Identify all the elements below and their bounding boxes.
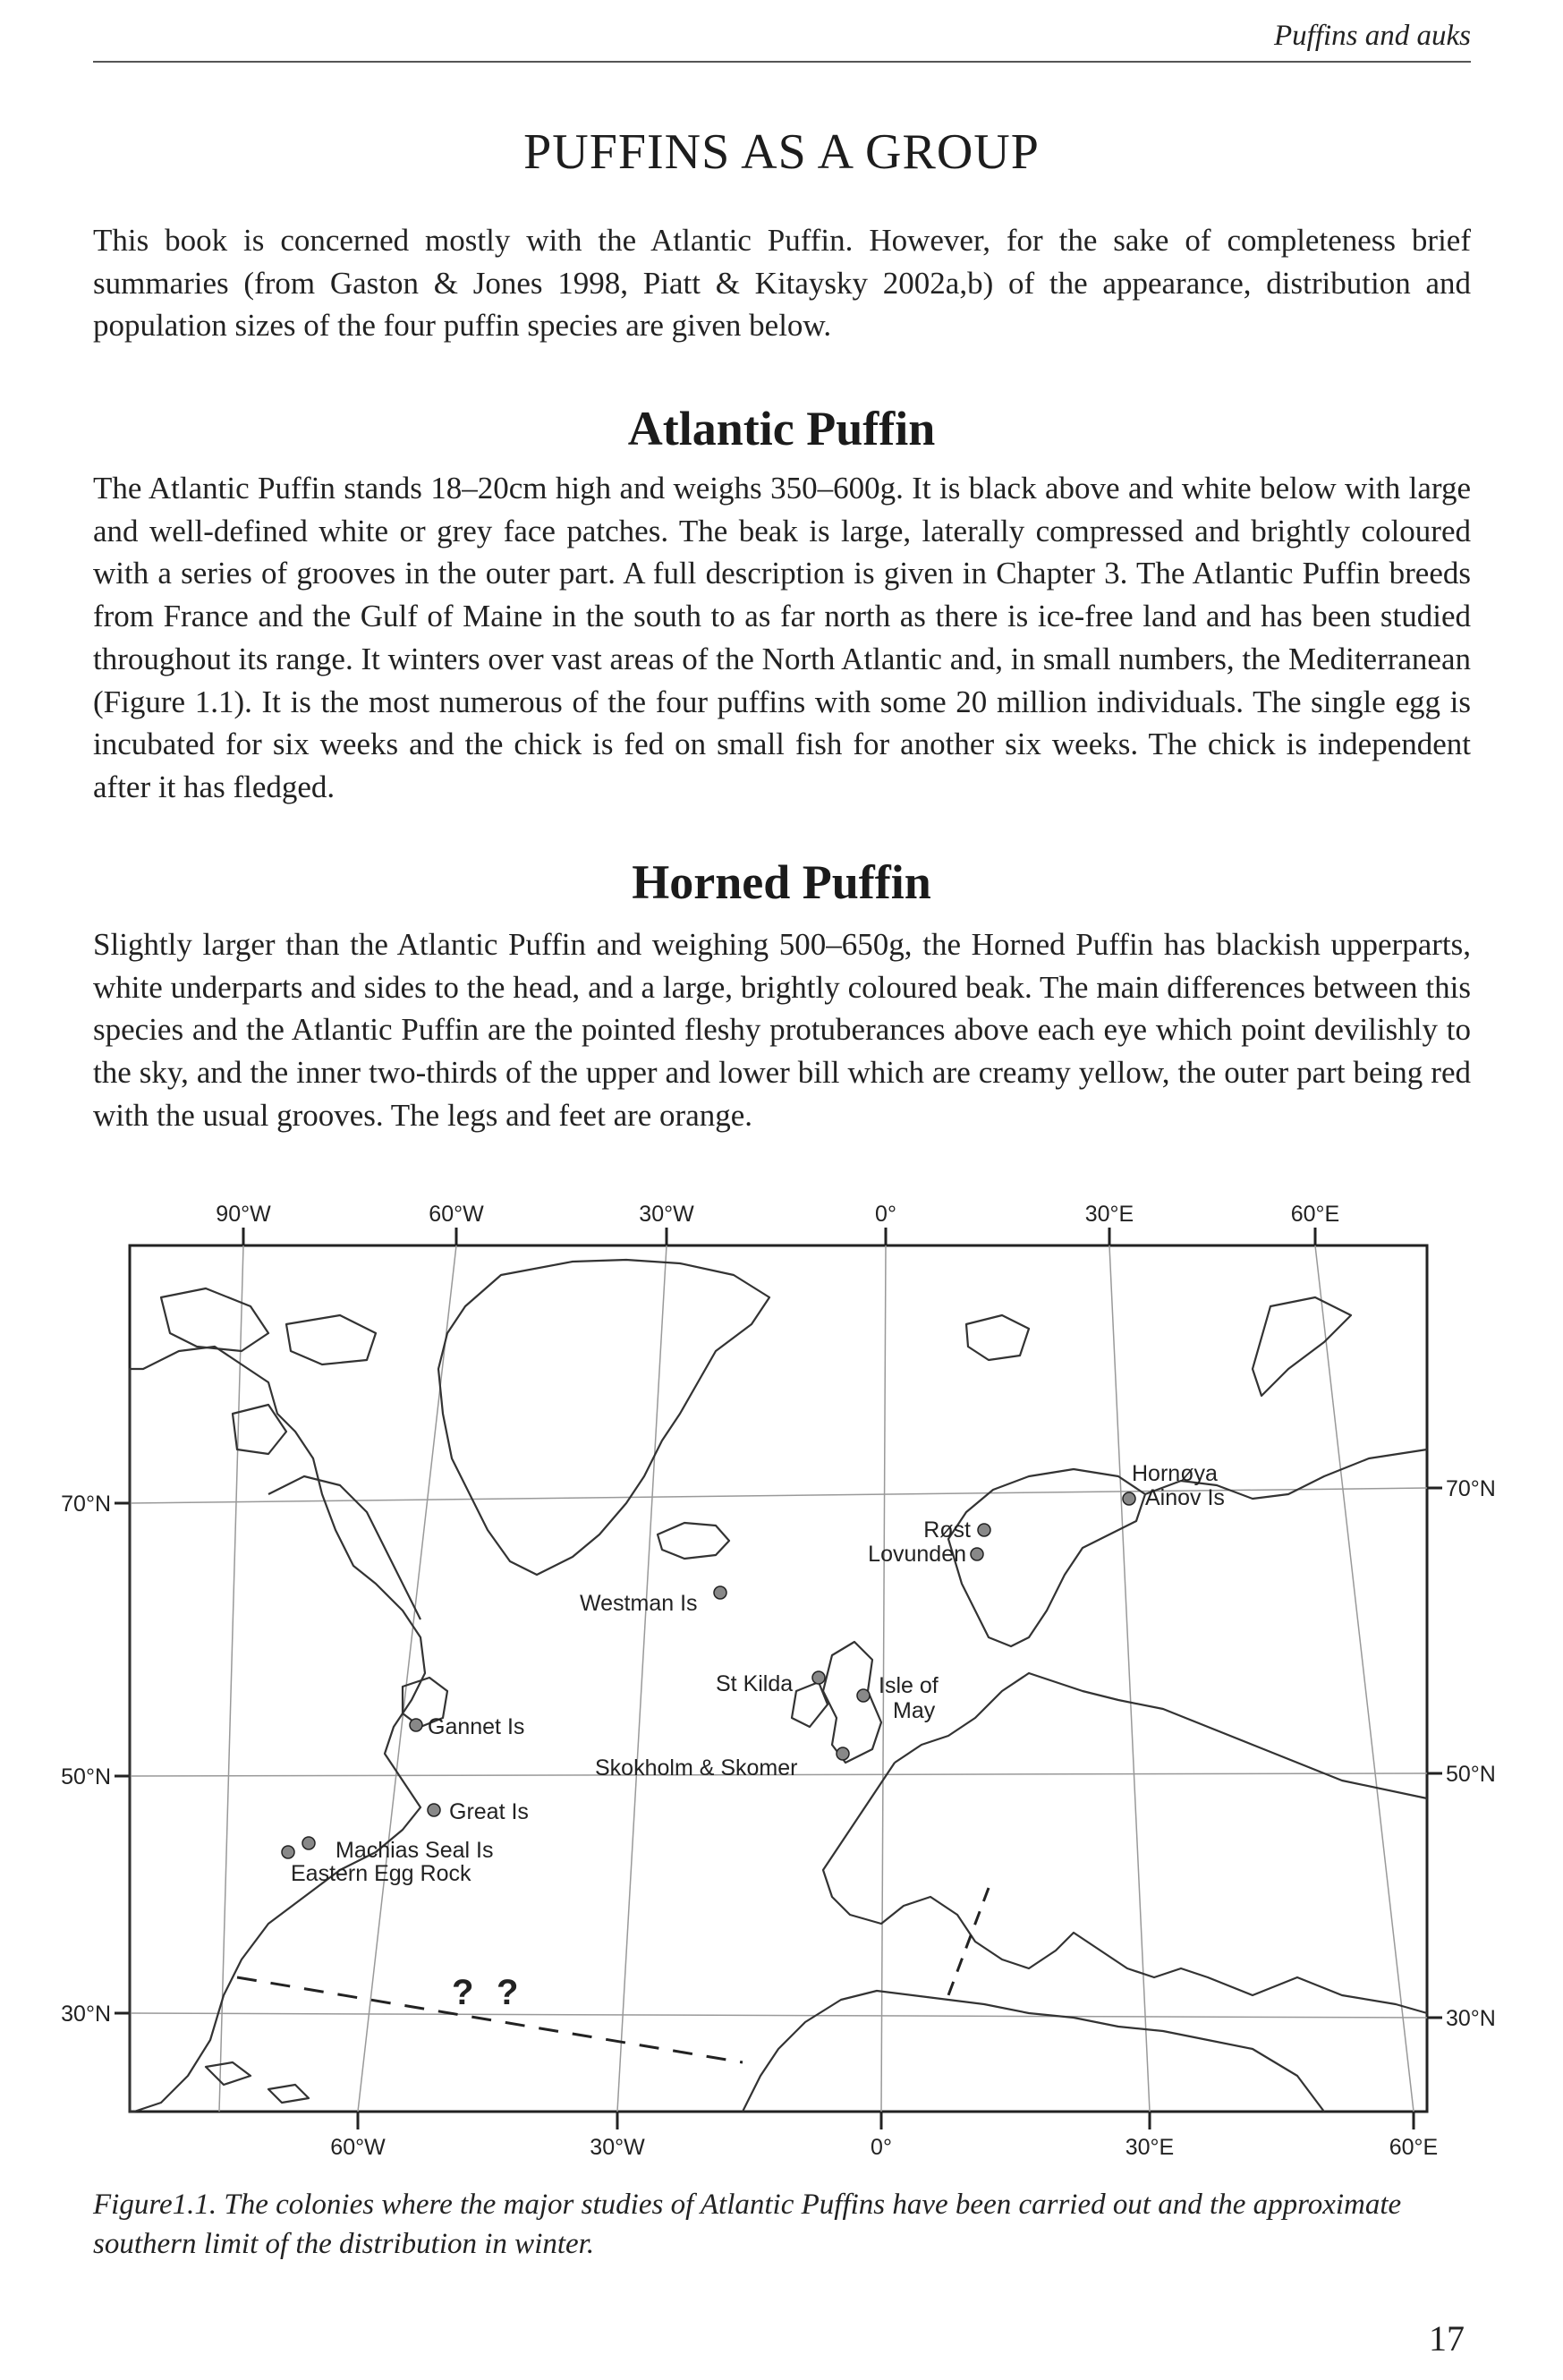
canadian-arctic-islands: [161, 1288, 376, 1454]
colony-label-isle-of: Isle of: [879, 1673, 939, 1698]
colony-label-rost: Røst: [923, 1517, 971, 1543]
lon-label-bottom-60w: 60°W: [330, 2135, 386, 2160]
figure-caption: [93, 2185, 1471, 2264]
lat-label-left-70n: 70°N: [61, 1492, 111, 1517]
colony-marker-skokholm: [837, 1747, 849, 1760]
running-head: Puffins and auks: [1274, 20, 1471, 52]
lon-label-bottom-30e: 30°E: [1125, 2135, 1175, 2160]
svalbard-coast: [966, 1315, 1029, 1360]
lat-label-right-30n: 30°N: [1446, 2006, 1496, 2031]
colony-marker-gannet: [410, 1719, 422, 1731]
lon-label-top-30e: 30°E: [1084, 1202, 1134, 1227]
page-number: 17: [1429, 2318, 1465, 2359]
lon-label-top-60e: 60°E: [1290, 1202, 1340, 1227]
colony-markers: [282, 1492, 1135, 1858]
section-text-horned-puffin: Slightly larger than the Atlantic Puffin and weighing 500–650g, the Horned Puffin has blackish upperparts, white underparts and sides to the head, and a large, brightly coloured beak. The main differences between this species and the Atlantic Puffin are the pointed fleshy protuberances above each eye which point devilishly to the sky, and the inner two-thirds of the upper and lower bill which are creamy yellow, the outer part being red with the usual grooves. The legs and feet are orange.: [93, 927, 1471, 1133]
lon-label-bottom-60e: 60°E: [1389, 2135, 1439, 2160]
north-america-coast: [130, 1347, 425, 2112]
lat-label-left-50n: 50°N: [61, 1764, 111, 1789]
colony-label-machias: Machias Seal Is: [336, 1838, 494, 1863]
unknown-limit-marker-2: ?: [497, 1973, 519, 2012]
mediterranean-dashed-line: [948, 1888, 989, 1995]
intro-paragraph: This book is concerned mostly with the Atlantic Puffin. However, for the sake of completeness brief summaries (from Gaston & Jones 1998, Piatt & Kitaysky 2002a,b) of the appearance, distribution and population sizes of the four puffin species are given below.: [93, 223, 1471, 344]
header-rule: [93, 61, 1471, 63]
colony-marker-st-kilda: [812, 1671, 825, 1684]
lat-label-right-70n: 70°N: [1446, 1476, 1496, 1501]
colony-label-lovunden: Lovunden: [868, 1542, 966, 1567]
map-svg: [0, 1190, 1563, 2183]
colony-marker-great: [428, 1804, 440, 1816]
lat-label-right-50n: 50°N: [1446, 1762, 1496, 1787]
colony-label-great: Great Is: [449, 1799, 529, 1824]
section-title-atlantic-puffin: Atlantic Puffin: [627, 402, 936, 455]
colony-marker-isle-of-may: [857, 1689, 870, 1702]
lon-label-top-0: 0°: [875, 1202, 896, 1227]
lon-label-top-60w: 60°W: [429, 1202, 484, 1227]
lat-label-left-30n: 30°N: [61, 2002, 111, 2027]
parallel-30n: [130, 2013, 1427, 2018]
caption-label: Figure1.1.: [93, 2189, 217, 2221]
british-isles-coast: [792, 1642, 881, 1763]
unknown-limit-marker-1: ?: [452, 1973, 474, 2012]
meridian-30e: [1109, 1245, 1150, 2112]
colony-label-ainov: Ainov Is: [1145, 1485, 1225, 1510]
colony-label-skokholm: Skokholm & Skomer: [595, 1755, 798, 1781]
colony-marker-eastern-egg: [282, 1846, 294, 1858]
meridian-30w: [617, 1245, 667, 2112]
colony-label-westman: Westman Is: [580, 1591, 698, 1616]
colony-label-may: May: [893, 1698, 936, 1723]
caption-text: The colonies where the major studies of Atlantic Puffins have been carried out and the approximate southern limit of the distribution in winter.: [93, 2189, 1402, 2260]
europe-mainland-coast: [823, 1673, 1427, 2013]
africa-coast: [743, 1991, 1324, 2112]
greenland-coast: [438, 1260, 769, 1575]
lon-label-top-90w: 90°W: [216, 1202, 271, 1227]
colony-marker-lovunden: [971, 1548, 983, 1560]
novaya-zemlya-coast: [1253, 1297, 1351, 1396]
section-text-atlantic-puffin: The Atlantic Puffin stands 18–20cm high and weighs 350–600g. It is black above and white below with large and well-defined white or grey face patches. The beak is large, laterally compressed and brightly coloured with a series of grooves in the outer part. A full description is given in Chapter 3. The Atlantic Puffin breeds from France and the Gulf of Maine in the south to as far north as there is ice-free land and has been studied throughout its range. It winters over vast areas of the North Atlantic and, in small numbers, the Mediterranean (Figure 1.1). It is the most numerous of the four puffins with some 20 million individuals. The single egg is incubated for six weeks and the chick is fed on small fish for another six weeks. The chick is independent after it has fledged.: [93, 471, 1471, 804]
iceland-coast: [658, 1523, 729, 1559]
colony-labels: [291, 1461, 1225, 1886]
colony-label-gannet: Gannet Is: [428, 1714, 525, 1739]
figure-map: [0, 1190, 1563, 2183]
colony-label-hornoya: Hornøya: [1132, 1461, 1218, 1486]
lon-label-bottom-0: 0°: [871, 2135, 892, 2160]
meridian-60e: [1315, 1245, 1414, 2112]
lon-label-bottom-30w: 30°W: [590, 2135, 645, 2160]
winter-limit-dashed-line: [237, 1977, 743, 2062]
colony-marker-hornoya: [1123, 1492, 1135, 1505]
meridian-60w: [358, 1245, 456, 2112]
colony-marker-rost: [978, 1524, 990, 1536]
colony-label-st-kilda: St Kilda: [716, 1671, 794, 1696]
colony-marker-westman: [714, 1586, 726, 1599]
caribbean-islands: [206, 2062, 309, 2103]
lon-label-top-30w: 30°W: [639, 1202, 694, 1227]
colony-label-eastern-egg: Eastern Egg Rock: [291, 1861, 471, 1886]
page-title: PUFFINS AS A GROUP: [523, 124, 1040, 180]
colony-marker-machias: [302, 1837, 315, 1849]
section-title-horned-puffin: Horned Puffin: [632, 855, 931, 909]
